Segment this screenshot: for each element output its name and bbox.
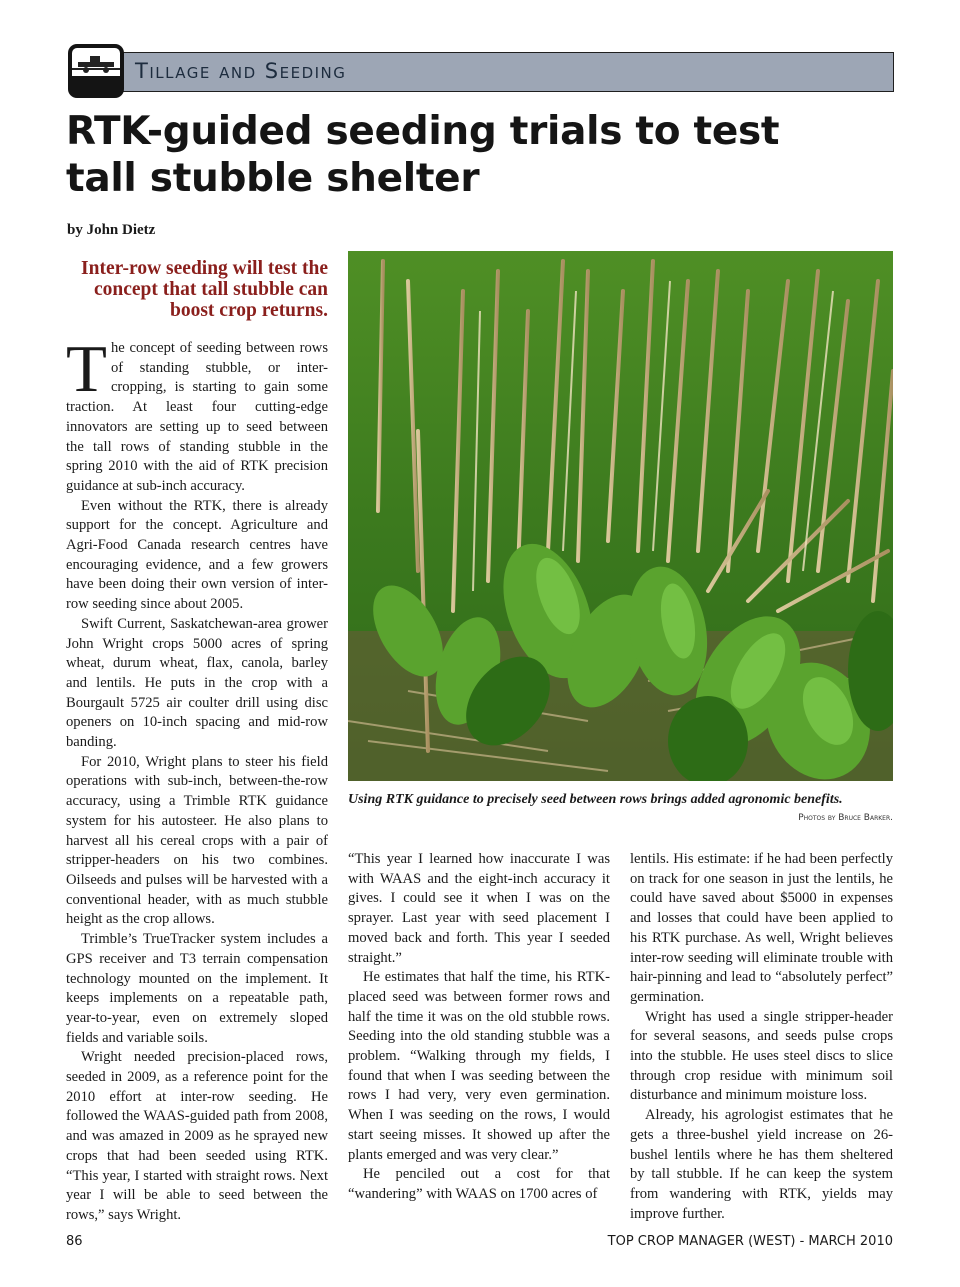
paragraph <box>66 332 328 497</box>
section-title: Tillage and Seeding <box>135 59 347 83</box>
column-2 <box>348 850 610 1205</box>
paragraph: For 2010, Wright plans to steer his field operations with sub-inch, between-the-row accuracy, using a Trimble RTK guidance system for his autosteer. He also plans to harvest all his cereal crops with a pair of stripper-headers on his two combines. Oilseeds and pulses will be harvested with a conventional header, with as much stubble height as the crop allows. <box>66 753 328 928</box>
paragraph: “This year I learned how inaccurate I was with WAAS and the eight-inch accuracy it gives. I could see it when I was on the sprayer. Last year with seed placement I moved back and forth. This year I seeded straight.” <box>348 851 610 966</box>
dropcap: T <box>66 332 107 406</box>
photo-caption: Using RTK guidance to precisely seed between rows brings added agronomic benefits. <box>348 792 843 807</box>
column-3 <box>630 850 893 1224</box>
section-header <box>68 44 894 98</box>
headline-line-1: RTK-guided seeding trials to test <box>66 109 780 154</box>
byline: by John Dietz <box>67 222 156 238</box>
paragraph: Wright needed precision-placed rows, seeded in 2009, as a reference point for the 2010 effort at inter-row seeding. He followed the WAAS-guided path from 2008, and was amazed in 2009 as he sprayed new crops that had been seeded using RTK. “This year, I started with straight rows. Next year I will be able to seed between the rows,” says Wright. <box>66 1049 328 1223</box>
photo-credit: Photos by Bruce Barker. <box>798 813 893 823</box>
paragraph: Trimble’s TrueTracker system includes a GPS receiver and T3 terrain compensation technology mounted on the implement. It keeps implements on a repeatable path, year-to-year, even on extremely sloped fields and variable soils. <box>66 931 328 1046</box>
paragraph: Even without the RTK, there is already support for the concept. Agriculture and Agri-Food Canada research centres have encouraging evidence, and a few growers have been doing their own version of inter-row seeding since about 2005. <box>66 497 328 613</box>
paragraph: Already, his agrologist estimates that he gets a three-bushel yield increase on 26-bushel lentils where he has them sheltered by tall stubble. If he can keep the system from wandering with RTK, yields may improve further. <box>630 1107 893 1222</box>
seeder-icon <box>68 44 124 98</box>
paragraph-text: he concept of seeding between rows of standing stubble, or inter-cropping, is starting to gain some traction. At least four cutting-edge innovators are setting up to seed between the tall rows of standing stubble in the spring 2010 with the aid of RTK precision guidance at sub-inch accuracy. <box>66 340 328 494</box>
section-bar <box>120 52 894 92</box>
deck: Inter-row seeding will test the concept that tall stubble can boost crop returns. <box>81 258 328 321</box>
field-photo <box>348 251 893 781</box>
paragraph: Wright has used a single stripper-header for several seasons, and seeds pulse crops into the stubble. He uses steel discs to slice through crop residue with minimum soil disturbance and minimum moisture loss. <box>630 1008 893 1104</box>
headline-line-2: tall stubble shelter <box>66 156 480 201</box>
paragraph: He penciled out a cost for that “wandering” with WAAS on 1700 acres of <box>348 1166 610 1202</box>
paragraph: Swift Current, Saskatchewan-area grower John Wright crops 5000 acres of spring wheat, durum wheat, flax, canola, barley and lentils. He puts in the crop with a Bourgault 5725 air coulter drill using disc openers on 10-inch spacing and mid-row banding. <box>66 615 328 751</box>
page-number: 86 <box>66 1234 83 1249</box>
column-1 <box>66 332 328 1226</box>
paragraph: He estimates that half the time, his RTK-placed seed was between former rows and half the time it was on the old stubble rows. Seeding into the old standing stubble was a problem. “Walking through my fields, I found that when I was seeding between the rows I had very, very even germination. When I was seeding on the rows, I would start seeing misses. It showed up after the plants emerged and was very clear.” <box>348 969 610 1163</box>
headline <box>66 108 826 202</box>
paragraph: lentils. His estimate: if he had been perfectly on track for one season in just the lentils, he could have saved about $5000 in expenses and losses that could have been applied to his RTK purchase. As well, Wright believes inter-row seeding will eliminate trouble with hair-pinning and lead to “absolutely perfect” germination. <box>630 851 893 1005</box>
magazine-issue: TOP CROP MANAGER (WEST) - MARCH 2010 <box>607 1234 893 1249</box>
